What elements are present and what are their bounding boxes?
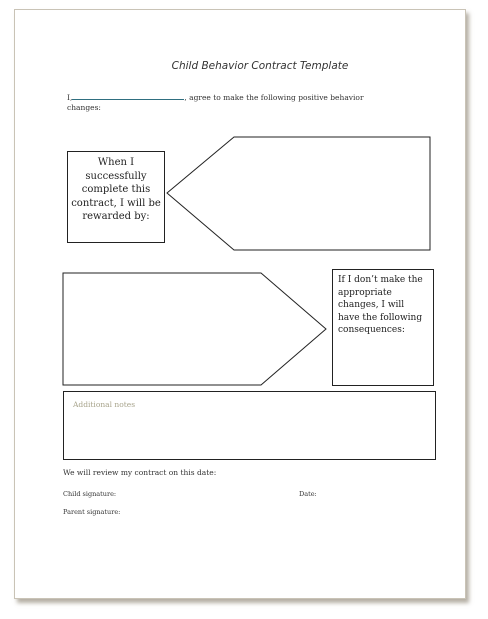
review-date-text: We will review my contract on this date: bbox=[63, 468, 217, 477]
name-blank-line[interactable] bbox=[72, 92, 184, 100]
notes-placeholder: Additional notes bbox=[73, 400, 136, 409]
additional-notes-box[interactable] bbox=[63, 391, 436, 460]
date-label: Date: bbox=[299, 490, 317, 498]
reward-text: When I successfully complete this contract, I will be rewarded by: bbox=[71, 157, 161, 222]
reward-text-box bbox=[67, 151, 165, 243]
child-signature-label: Child signature: bbox=[63, 490, 117, 498]
document-title: Child Behavior Contract Template bbox=[171, 60, 349, 72]
consequence-text-box bbox=[332, 269, 434, 386]
intro-prefix: I, bbox=[67, 93, 73, 102]
consequence-arrow-box bbox=[63, 273, 326, 385]
document-page bbox=[14, 9, 466, 599]
consequence-text: If I don’t make the appropriate changes, I will have the following consequences: bbox=[338, 275, 423, 335]
intro-suffix: , agree to make the following positive behavior changes: bbox=[67, 93, 364, 112]
parent-signature-label: Parent signature: bbox=[63, 508, 121, 516]
intro-statement bbox=[67, 92, 397, 113]
reward-arrow-box bbox=[167, 137, 430, 250]
